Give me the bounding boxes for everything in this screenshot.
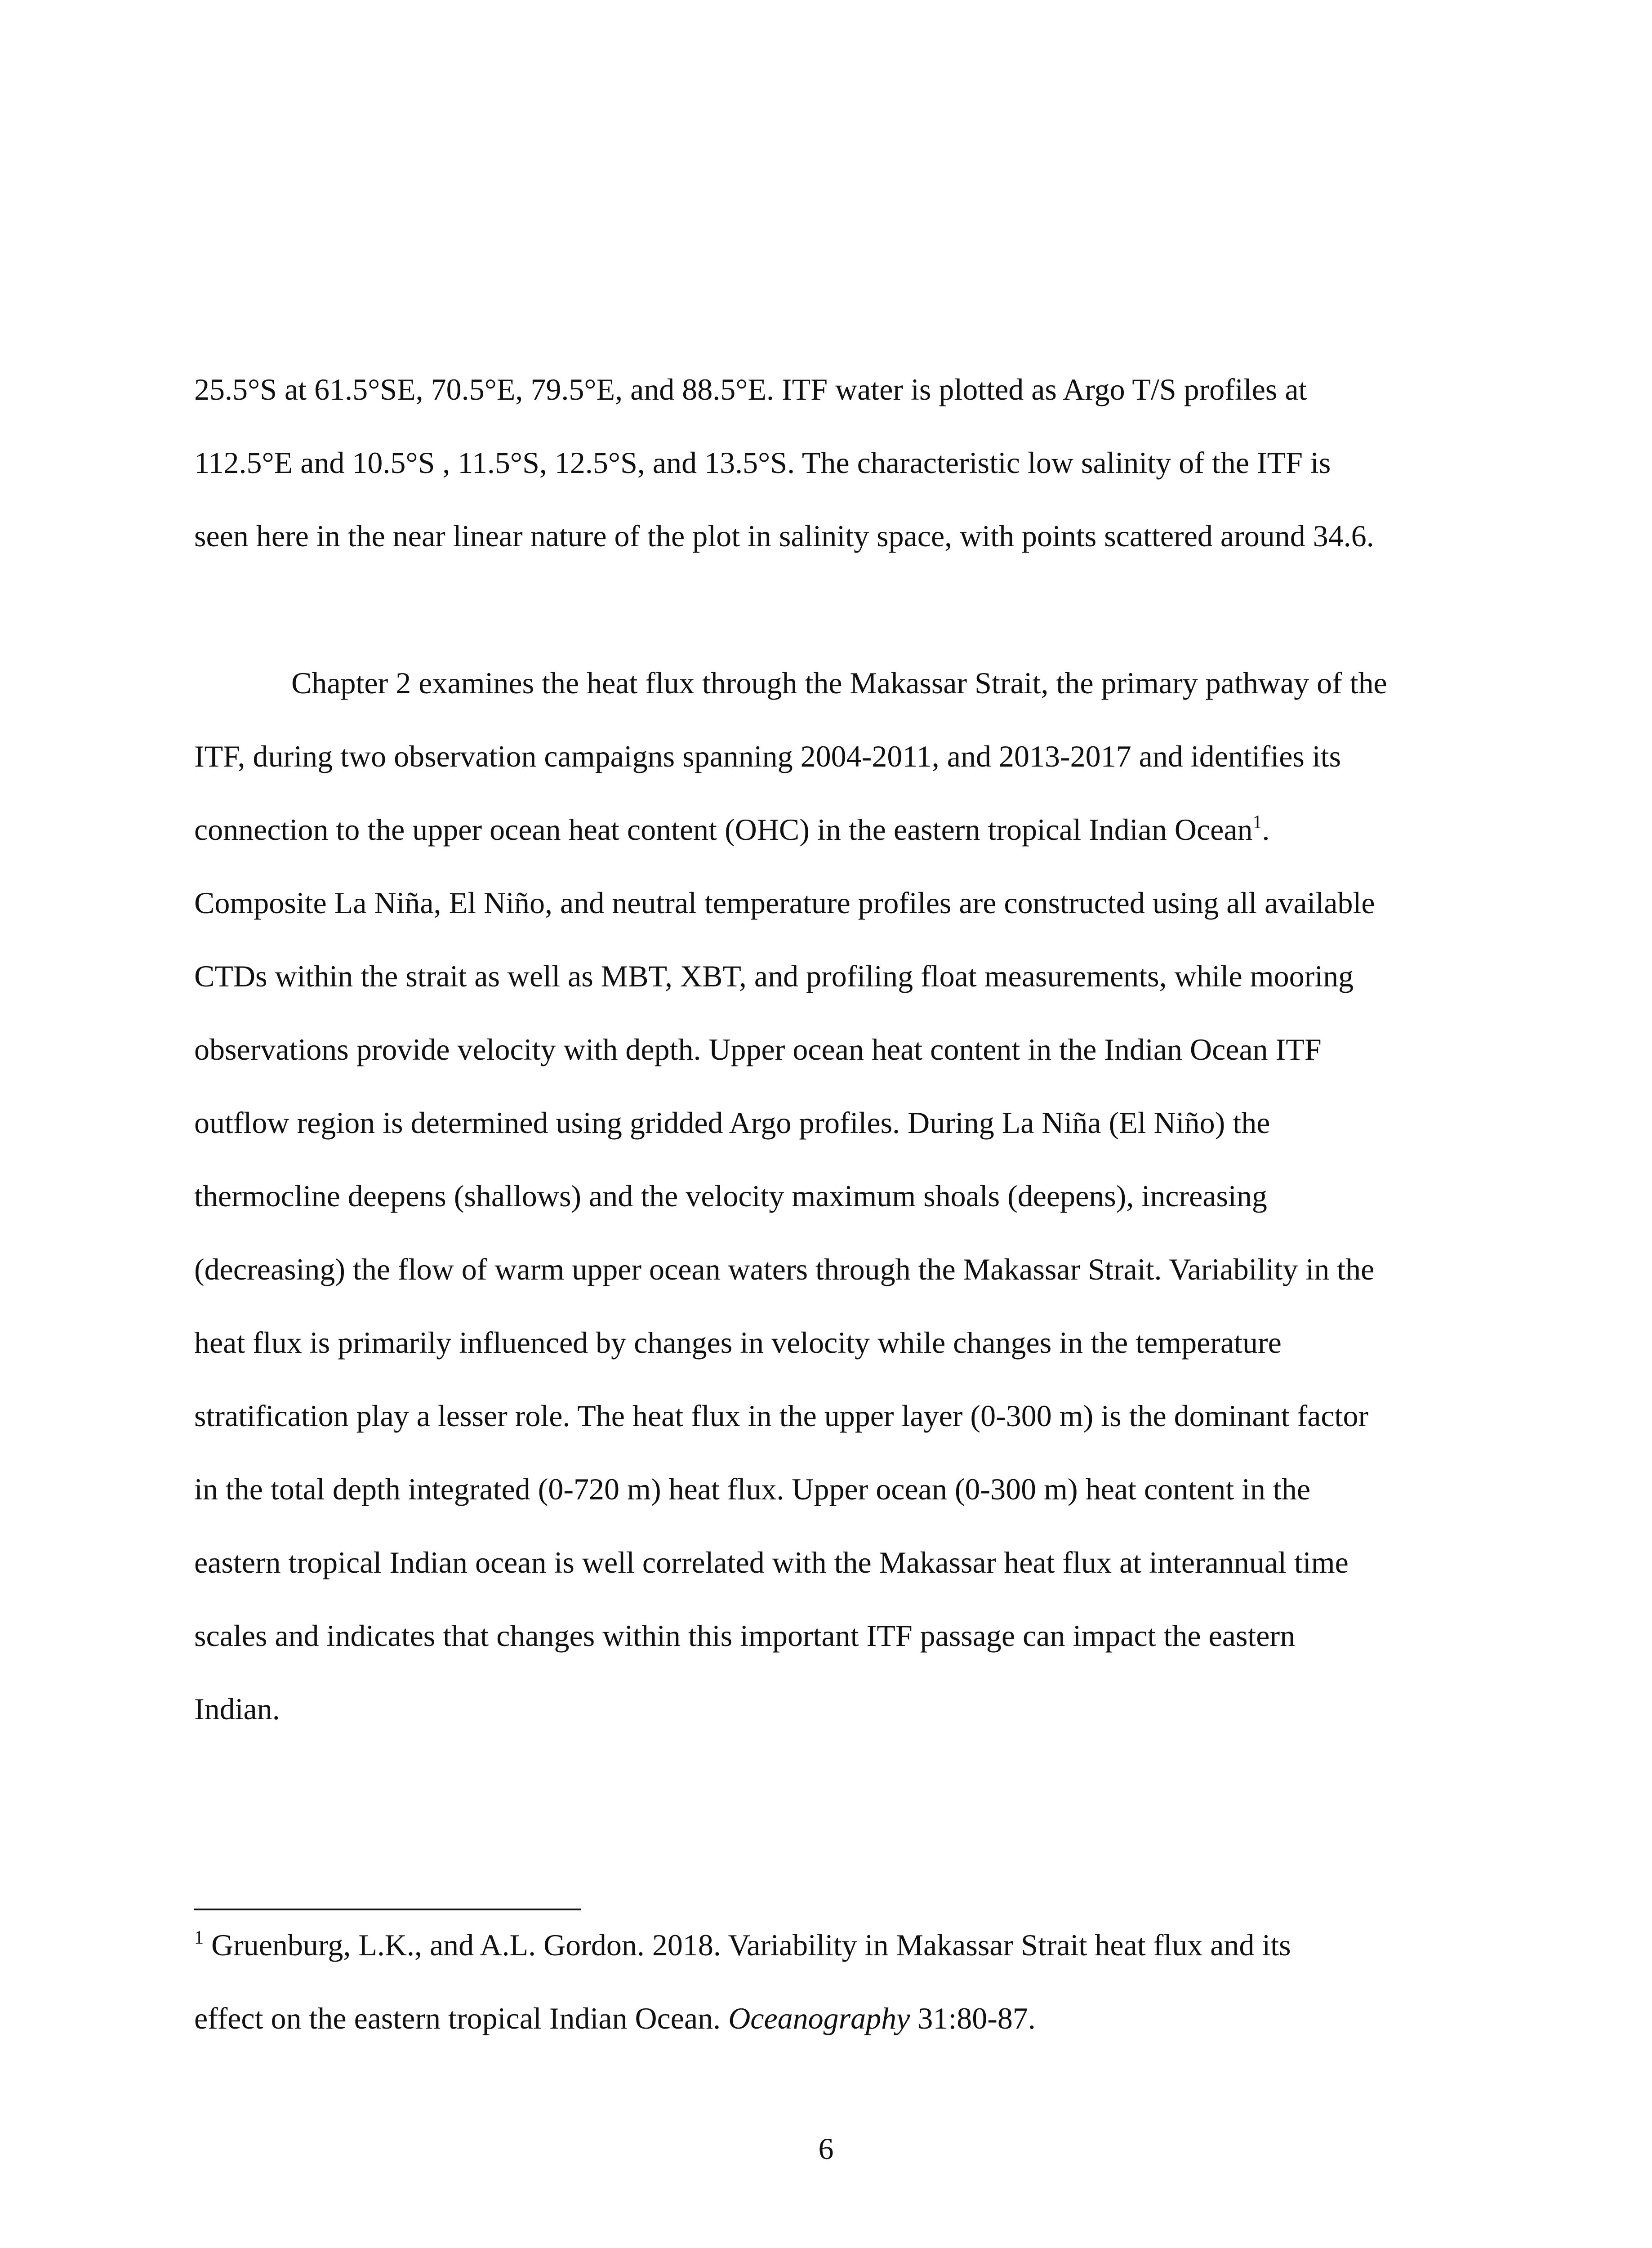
chapter2-line-3 (194, 814, 1270, 845)
chapter2-line-10: heat flux is primarily influenced by changes in velocity while changes in the temperature (194, 1325, 1282, 1360)
chapter2-line-13: eastern tropical Indian ocean is well correlated with the Makassar heat flux at interannual time (194, 1545, 1349, 1579)
footnote-line-1 (194, 1927, 1291, 1962)
footnote-text-1: Gruenburg, L.K., and A.L. Gordon. 2018. Variability in Makassar Strait heat flux and its (204, 1928, 1291, 1962)
chapter2-line-5: CTDs within the strait as well as MBT, XBT, and profiling float measurements, while mooring (194, 959, 1354, 993)
chapter2-line-15: Indian. (194, 1692, 280, 1726)
footnote-number: 1 (194, 1927, 204, 1948)
chapter2-line-2: ITF, during two observation campaigns spanning 2004-2011, and 2013-2017 and identifies its (194, 739, 1341, 773)
intro-line-1: 25.5°S at 61.5°SE, 70.5°E, 79.5°E, and 88.5°E. ITF water is plotted as Argo T/S profiles at (194, 372, 1307, 406)
footnote-line-2 (194, 2003, 1036, 2034)
chapter2-line-14: scales and indicates that changes within this important ITF passage can impact the eastern (194, 1619, 1296, 1653)
page-number: 6 (818, 2132, 834, 2166)
chapter2-line-3-text: connection to the upper ocean heat content (OHC) in the eastern tropical Indian Ocean (194, 812, 1253, 847)
chapter2-line-3-end: . (1262, 812, 1270, 847)
footnote-text-3: 31:80-87. (910, 2001, 1036, 2035)
footnote-separator (194, 1909, 581, 1910)
intro-line-2: 112.5°E and 10.5°S , 11.5°S, 12.5°S, and 13.5°S. The characteristic low salinity of the ITF is (194, 446, 1331, 480)
chapter2-line-6: observations provide velocity with depth. Upper ocean heat content in the Indian Ocean ITF (194, 1032, 1322, 1066)
footnote-reference: 1 (1252, 812, 1262, 833)
intro-line-3: seen here in the near linear nature of the plot in salinity space, with points scattered around 34.6. (194, 519, 1374, 553)
chapter2-line-12: in the total depth integrated (0-720 m) heat flux. Upper ocean (0-300 m) heat content in the (194, 1472, 1311, 1506)
chapter2-line-7: outflow region is determined using gridded Argo profiles. During La Niña (El Niño) the (194, 1106, 1270, 1140)
chapter2-line-8: thermocline deepens (shallows) and the velocity maximum shoals (deepens), increasing (194, 1179, 1267, 1213)
chapter2-line-11: stratification play a lesser role. The heat flux in the upper layer (0-300 m) is the dominant factor (194, 1399, 1369, 1433)
footnote-text-2: effect on the eastern tropical Indian Ocean. (194, 2001, 729, 2035)
chapter2-line-4: Composite La Niña, El Niño, and neutral temperature profiles are constructed using all available (194, 886, 1375, 920)
chapter2-line-9: (decreasing) the flow of warm upper ocean waters through the Makassar Strait. Variability in the (194, 1252, 1375, 1286)
chapter2-line-1: Chapter 2 examines the heat flux through the Makassar Strait, the primary pathway of the (291, 666, 1387, 700)
footnote-journal: Oceanography (728, 2001, 910, 2035)
